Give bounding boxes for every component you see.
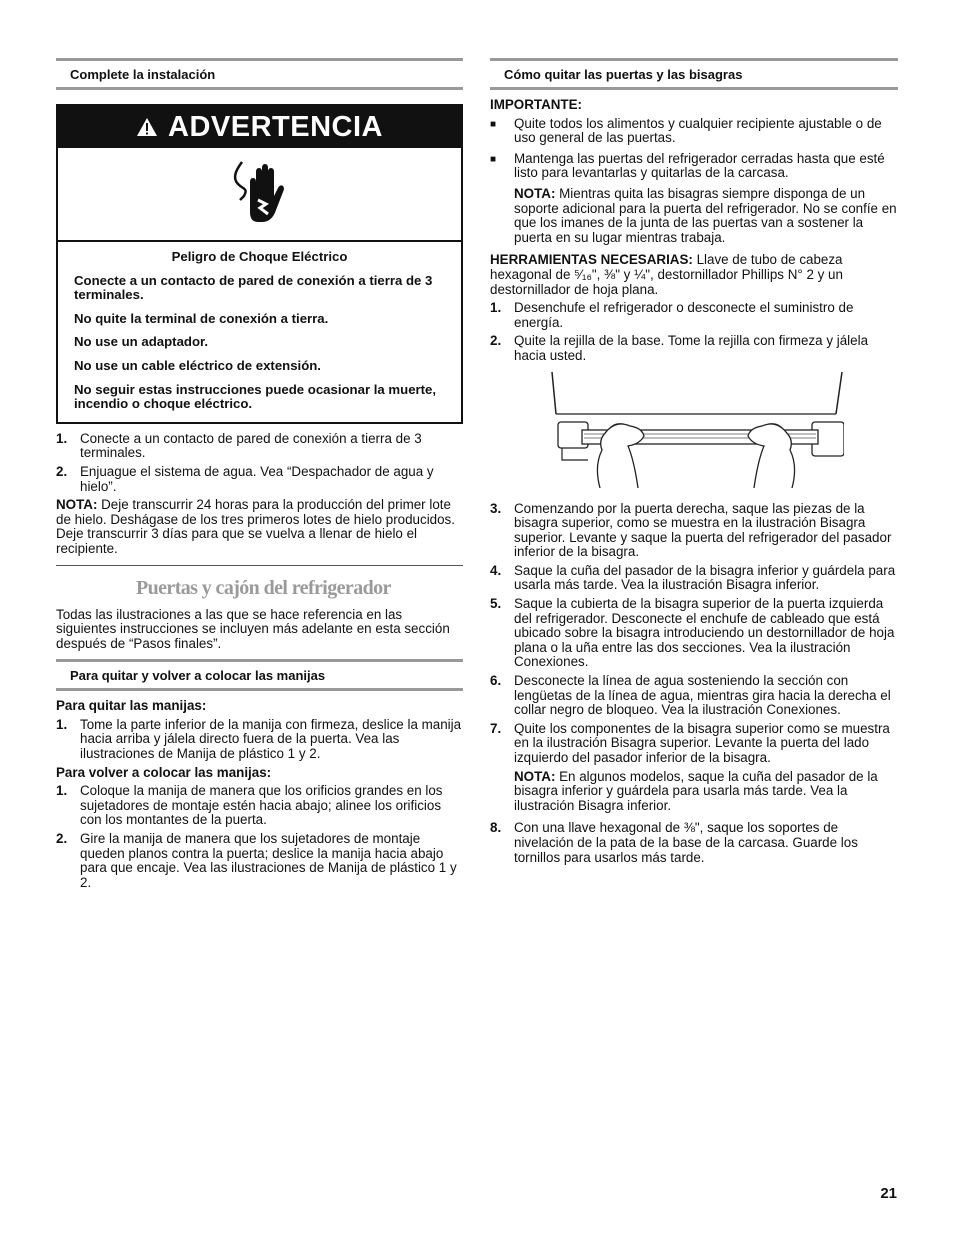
bullet-icon: ■	[490, 153, 497, 165]
page-section-title: Puertas y cajón del refrigerador	[56, 565, 463, 600]
list-item: 2. Enjuague el sistema de agua. Vea “Despachador de agua y hielo”.	[56, 463, 434, 494]
list-item: 1. Conecte a un contacto de pared de conexión a tierra de 3 terminales.	[56, 430, 422, 461]
list-item: 7. Quite los componentes de la bisagra superior como se muestra en la ilustración Bisagra superior. Levante la puerta del lado izquierdo del pasador inferior de la bisagra.	[490, 720, 890, 765]
list-item: ■ Quite todos los alimentos y cualquier recipiente ajustable o de uso general de las puertas.	[490, 115, 882, 146]
warning-line: No use un cable eléctrico de extensión.	[74, 357, 321, 373]
warning-text	[58, 242, 461, 422]
bullet-icon: ■	[490, 118, 497, 130]
electric-shock-hand-icon	[228, 160, 292, 228]
list-item: 4. Saque la cuña del pasador de la bisagra inferior y guárdela para usarla más tarde. Vea la ilustración Bisagra inferior.	[490, 562, 896, 593]
warning-title: ADVERTENCIA	[168, 110, 383, 143]
wedge-note: NOTA: En algunos modelos, saque la cuña del pasador de la bisagra inferior y guárdela para usarla más tarde. Vea la ilustración Bisagra inferior.	[514, 768, 878, 813]
list-item: 1. Tome la parte inferior de la manija con firmeza, deslice la manija hacia arriba y jálela directo fuera de la puerta. Vea las ilustraciones de Manija de plástico 1 y 2.	[56, 716, 462, 762]
base-grille-image	[544, 370, 844, 488]
list-item: 5. Saque la cubierta de la bisagra superior de la puerta izquierda del refrigerador. Desconecte el enchufe de cableado que está ubicado sobre la bisagra introduciendo un destornillador de hoja plana o la uña entre las dos secciones. Vea la ilustración Conexiones.	[490, 596, 895, 670]
warning-line: No seguir estas instrucciones puede ocasionar la muerte, incendio o choque eléctrico.	[74, 381, 437, 412]
warning-line-title: Peligro de Choque Eléctrico	[171, 249, 348, 264]
warning-triangle-icon	[136, 117, 158, 137]
list-item: 1. Desenchufe el refrigerador o desconecte el suministro de energía.	[490, 300, 854, 330]
page-number: 21	[880, 1185, 897, 1202]
list-item: 8. Con una llave hexagonal de ⅜", saque los soportes de nivelación de la pata de la base de la carcasa. Guarde los tornillos para usarlos más tarde.	[490, 820, 858, 865]
section-heading-installation: Complete la instalación	[56, 58, 463, 90]
warning-line: Conecte a un contacto de pared de conexión a tierra de 3 terminales.	[74, 272, 433, 303]
list-item: 3. Comenzando por la puerta derecha, saque las piezas de la bisagra superior, como se muestra en la ilustración Bisagra superior. Levante y saque la puerta del refrigerador del pasador inferior de la bisagra.	[490, 500, 892, 560]
warning-line: No use un adaptador.	[74, 334, 209, 350]
section-heading-doors: Cómo quitar las puertas y las bisagras	[490, 58, 898, 90]
tools-needed: HERRAMIENTAS NECESARIAS: Llave de tubo de cabeza hexagonal de ⁵⁄₁₆", ⅜" y ¼", destornillador Phillips N° 2 y un destornillador de hoja plana.	[490, 252, 843, 297]
replace-handles-label: Para volver a colocar las manijas:	[56, 764, 272, 780]
important-label: IMPORTANTE:	[490, 97, 582, 112]
install-note: NOTA: Deje transcurrir 24 horas para la producción del primer lote de hielo. Deshágase de los tres primeros lotes de hielo producidos. Deje transcurrir 3 días para que se vuelva a llenar de hielo el recipiente.	[56, 497, 455, 556]
list-item: ■ Mantenga las puertas del refrigerador cerradas hasta que esté listo para levantarlas y quitarlas de la carcasa.	[490, 150, 885, 181]
list-item: 2. Gire la manija de manera que los sujetadores de montaje queden planos contra la puerta; deslice la manija hacia abajo para que encaje. Vea las ilustraciones de Manija de plástico 1 y 2.	[56, 831, 457, 890]
list-item: 2. Quite la rejilla de la base. Tome la rejilla con firmeza y jálela hacia usted.	[490, 333, 869, 363]
intro-paragraph: Todas las ilustraciones a las que se hace referencia en las siguientes instrucciones se incluyen más adelante en esta sección después de “Pasos finales”.	[56, 606, 450, 651]
section-heading-handles: Para quitar y volver a colocar las manijas	[56, 659, 463, 691]
shock-hazard-area	[58, 148, 461, 242]
warning-header	[58, 106, 461, 148]
list-item: 1. Coloque la manija de manera que los orificios grandes en los sujetadores de montaje estén hacia abajo; alinee los orificios con los montantes de la puerta.	[56, 783, 443, 828]
right-column	[490, 58, 898, 869]
warning-line: No quite la terminal de conexión a tierra.	[74, 310, 329, 326]
warning-box	[56, 104, 463, 424]
base-grille-illustration	[490, 370, 898, 488]
remove-handles-label: Para quitar las manijas:	[56, 698, 207, 714]
hinge-note: NOTA: Mientras quita las bisagras siempre disponga de un soporte adicional para la puerta del refrigerador. No se confíe en que los imanes de la junta de las puertas van a sostener la puerta en su lugar mientras trabaja.	[514, 185, 897, 245]
install-steps	[56, 432, 463, 494]
list-item: 6. Desconecte la línea de agua sosteniendo la sección con lengüetas de la línea de agua, mientras gira hacia la derecha el collar negro de bloqueo. Vea la ilustración Conexiones.	[490, 673, 891, 718]
left-column	[56, 58, 463, 894]
